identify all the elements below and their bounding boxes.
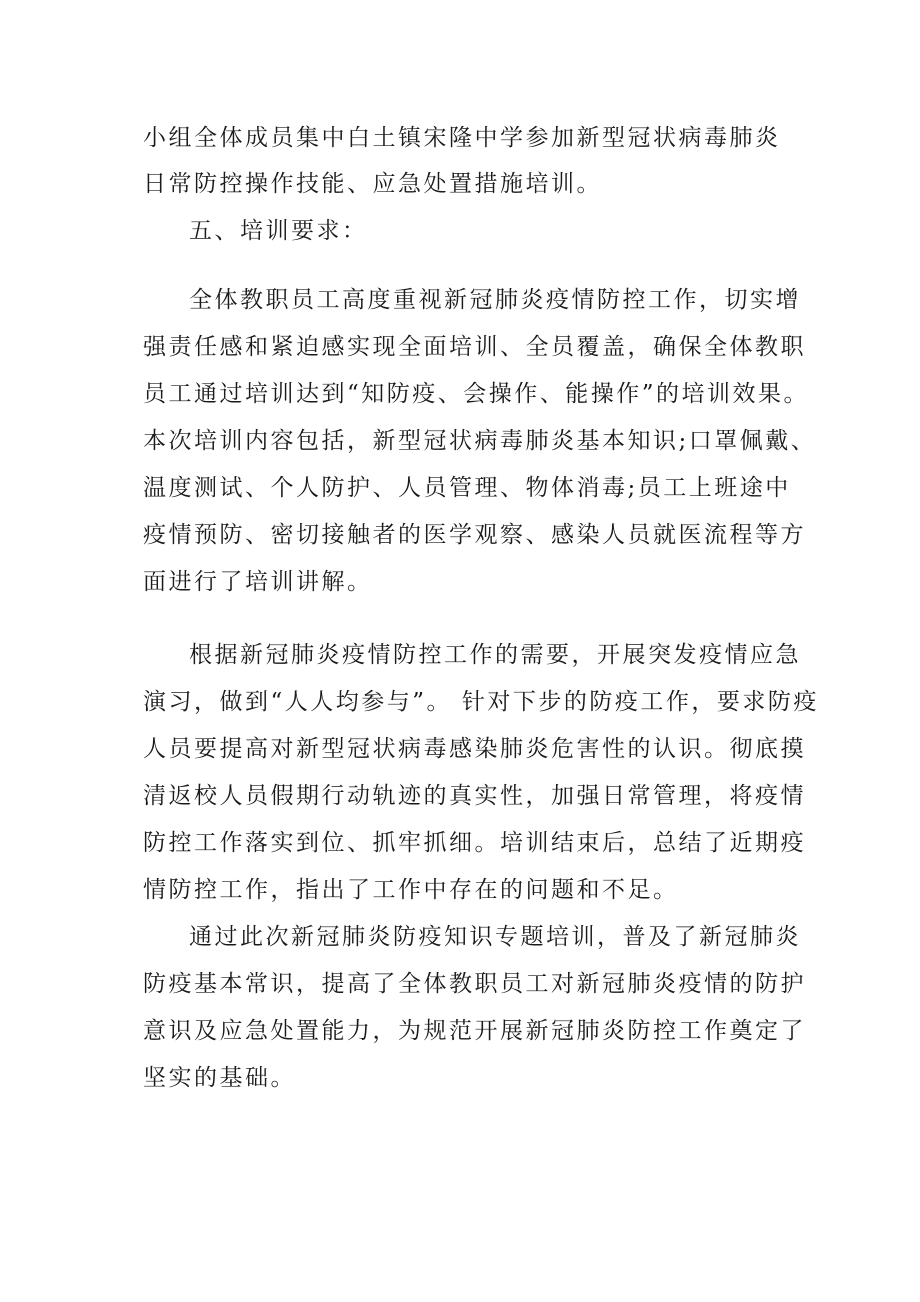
text-line: 小组全体成员集中白土镇宋隆中学参加新型冠状病毒肺炎 bbox=[143, 125, 781, 151]
text-line: 人员要提高对新型冠状病毒感染肺炎危害性的认识。彻底摸 bbox=[143, 736, 806, 762]
text-line: 演习，做到“人人均参与”。 针对下步的防疫工作，要求防疫 bbox=[143, 689, 819, 715]
text-line: 疫情预防、密切接触者的医学观察、感染人员就医流程等方 bbox=[143, 522, 806, 548]
text-line: 清返校人员假期行动轨迹的真实性，加强日常管理，将疫情 bbox=[143, 783, 806, 809]
text-line: 情防控工作，指出了工作中存在的问题和不足。 bbox=[143, 877, 679, 903]
text-line: 根据新冠肺炎疫情防控工作的需要，开展突发疫情应急 bbox=[189, 642, 801, 668]
text-line: 日常防控操作技能、应急处置措施培训。 bbox=[143, 171, 602, 197]
text-line: 全体教职员工高度重视新冠肺炎疫情防控工作，切实增 bbox=[189, 287, 801, 313]
text-line: 意识及应急处置能力，为规范开展新冠肺炎防控工作奠定了 bbox=[143, 1018, 806, 1044]
text-line: 防疫基本常识，提高了全体教职员工对新冠肺炎疫情的防护 bbox=[143, 971, 806, 997]
text-line: 坚实的基础。 bbox=[143, 1065, 296, 1091]
text-line: 强责任感和紧迫感实现全面培训、全员覆盖，确保全体教职 bbox=[143, 334, 806, 360]
text-line: 员工通过培训达到“知防疫、会操作、能操作”的培训效果。 bbox=[143, 381, 810, 407]
text-line: 防控工作落实到位、抓牢抓细。培训结束后，总结了近期疫 bbox=[143, 830, 806, 856]
text-line: 温度测试、个人防护、人员管理、物体消毒;员工上班途中 bbox=[143, 475, 791, 501]
section-heading: 五、培训要求： bbox=[189, 218, 368, 244]
text-line: 通过此次新冠肺炎防疫知识专题培训，普及了新冠肺炎 bbox=[189, 924, 801, 950]
text-line: 本次培训内容包括，新型冠状病毒肺炎基本知识;口罩佩戴、 bbox=[143, 428, 817, 454]
text-line: 面进行了培训讲解。 bbox=[143, 569, 373, 595]
